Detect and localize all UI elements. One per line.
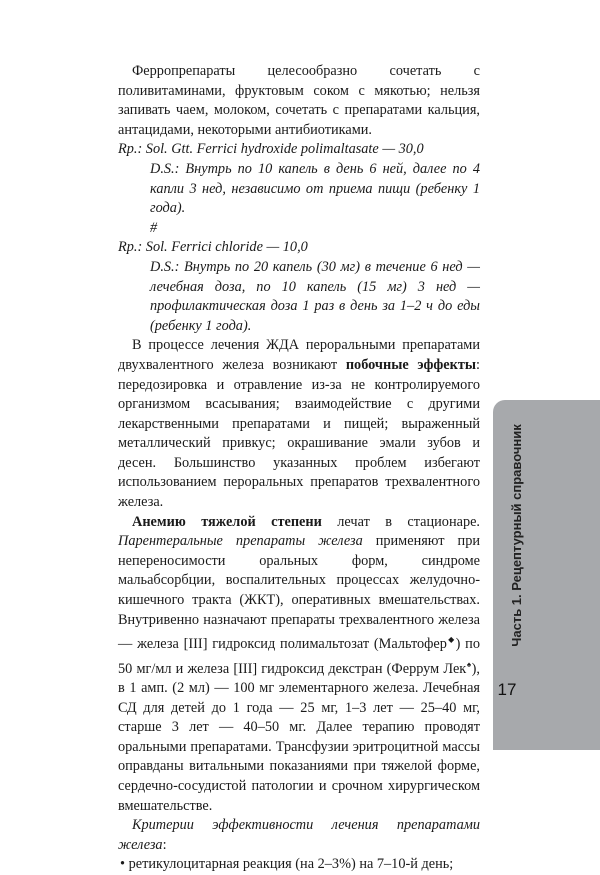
prescription-2 [118,238,480,336]
side-tab-label-box [502,400,530,670]
italic-term-criteria: Критерии эффективности лечения препаратами железа [118,817,480,853]
text-segment: В процессе лечения ЖДА пероральными препаратами двухвалентного железа возникают [118,337,480,373]
text-segment: лечат в стационаре. [321,513,481,530]
text-segment: : передозировка и отравление из-за не контролируемого организмом всасывания; взаимодействие с другими лекарственными препаратами и пищей; выраженный металлический привкус; окрашивание эмали зубов и десен. Большинство указанных проблем избегают использованием пероральных препаратов трехвалентного железа. [118,356,480,511]
page-number: 17 [497,680,517,699]
text-segment: ) по 50 мг/мл и железа [III] гидроксид декстран (Феррум Лек [118,635,480,677]
bold-term-side-effects: побочные эффекты [345,356,477,373]
text-segment: применяют при непереносимости оральных форм, синдроме мальабсорбции, воспалительных процессах желудочно-кишечного тракта (ЖКТ), оперативных вмешательствах. Внутривенно назначают препараты трехвалентного железа — железа [III] гидроксид полимальтозат (Мальтофер [118,533,480,652]
paragraph-side-effects [118,336,480,512]
page-body [118,62,480,875]
paragraph-ferro-combination: Ферропрепараты целесообразно сочетать с поливитаминами, фруктовым соком с мякотью; нельзя запивать чаем, молоком, сочетать с препаратами кальция, антацидами, некоторыми антибиотиками. [118,63,480,138]
spade-mark: ♠ [466,659,472,669]
diamond-mark: ◆ [446,635,456,645]
text-segment: : [162,836,167,853]
bold-term-severe-anemia: Анемию тяжелой степени [132,513,322,530]
italic-term-parenteral: Парентеральные препараты железа [118,533,363,550]
bullet-item: • ретикулоцитарная реакция (на 2–3%) на 7–10-й день; [120,856,454,873]
paragraph-severe-anemia [118,513,480,816]
prescription-1 [118,140,480,218]
paragraph-criteria [118,816,480,855]
prescription-ds: D.S.: Внутрь по 10 капель в день 6 ней, далее по 4 капли 3 нед, независимо от приема пищи (ребенку 1 года). [150,160,480,217]
prescription-ds: D.S.: Внутрь по 20 капель (30 мг) в течение 6 нед — лечебная доза, по 10 капель (15 мг) 3 нед — профилактическая доза 1 раз в день за 1–2 ч до еды (ребенку 1 года). [150,258,480,334]
text-segment: ), в 1 амп. (2 мл) — 100 мг элементарного железа. Лечебная СД для детей до 1 года — 25 мг, 1–3 лет — 25–40 мг, старше 3 лет — 40–50 мг. Далее терапию проводят оральными препаратами. Трансфузии эритроцитной массы оправданы витальными показаниями при тяжелой форме, сердечно-сосудистой патологии и срочном хирургическом вмешательстве. [118,660,480,814]
prescription-rp: Rp.: Sol. Ferrici chloride — 10,0 [118,239,308,256]
prescription-rp: Rp.: Sol. Gtt. Ferrici hydroxide polimaltasate — 30,0 [118,141,424,158]
side-tab-label: Часть 1. Рецептурный справочник [508,423,524,647]
separator-mark: # [150,219,158,236]
